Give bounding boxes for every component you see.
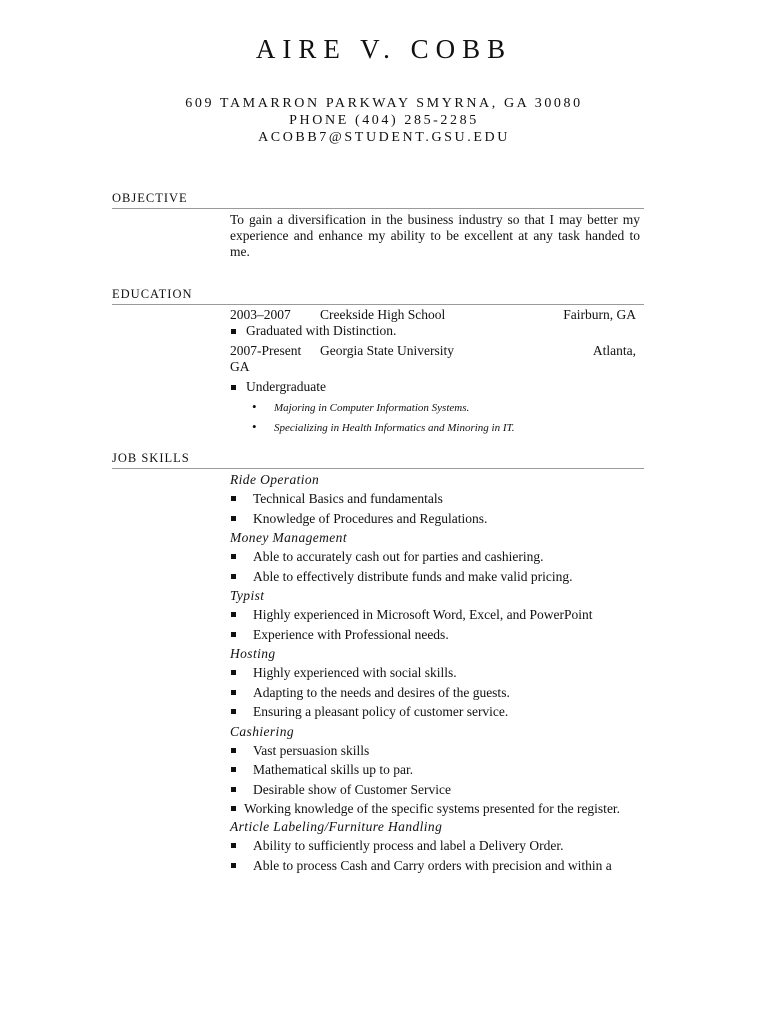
email: ACOBB7@STUDENT.GSU.EDU (258, 130, 510, 145)
list-item: Able to effectively distribute funds and make valid pricing. (230, 567, 640, 587)
list-item: • Specializing in Health Informatics and Minoring in IT. (230, 418, 640, 438)
skill-group-title: Article Labeling/Furniture Handling (230, 819, 443, 834)
education-location: Atlanta, (592, 343, 636, 358)
list-item: Ability to sufficiently process and label a Delivery Order. (230, 836, 640, 856)
skill-group-title: Typist (230, 588, 265, 603)
address: 609 TAMARRON PARKWAY SMYRNA, GA 30080 (185, 96, 583, 111)
list-item: Vast persuasion skills (230, 741, 640, 761)
skill-group-title: Money Management (230, 530, 347, 545)
list-item: Experience with Professional needs. (230, 625, 640, 645)
list-item: Knowledge of Procedures and Regulations. (230, 509, 640, 529)
job-skills-heading: JOB SKILLS (112, 451, 644, 469)
list-item: Graduated with Distinction. (230, 323, 640, 339)
skill-group-title: Ride Operation (230, 472, 320, 487)
phone: PHONE (404) 285-2285 (289, 113, 479, 128)
list-item: Able to process Cash and Carry orders with precision and within a (230, 856, 640, 876)
skill-group-title: Hosting (230, 646, 276, 661)
objective-heading: OBJECTIVE (112, 191, 644, 209)
list-item: Technical Basics and fundamentals (230, 489, 640, 509)
list-item: Mathematical skills up to par. (230, 760, 640, 780)
contact-block (0, 95, 768, 146)
list-item (230, 799, 640, 817)
education-years: 2007-Present (230, 343, 302, 358)
list-item: Ensuring a pleasant policy of customer service. (230, 702, 640, 722)
list-item: Desirable show of Customer Service (230, 780, 640, 800)
list-item: • Majoring in Computer Information Systems. (230, 398, 640, 418)
resume-name: AIRE V. COBB (255, 34, 513, 64)
education-school: Georgia State University (320, 343, 454, 358)
list-item: Highly experienced with social skills. (230, 663, 640, 683)
list-item: Able to accurately cash out for parties and cashiering. (230, 547, 640, 567)
education-heading: EDUCATION (112, 287, 644, 305)
education-years: 2003–2007 (230, 307, 291, 322)
list-item-text: Working knowledge of the specific systems presented for the register. (244, 801, 621, 816)
list-item: Adapting to the needs and desires of the guests. (230, 683, 640, 703)
education-entry (230, 343, 640, 359)
education-school: Creekside High School (320, 307, 446, 322)
education-section (230, 307, 640, 438)
education-location-cont: GA (230, 359, 250, 374)
education-entry (230, 307, 640, 323)
skill-group-title: Cashiering (230, 723, 295, 739)
job-skills-section (230, 470, 640, 875)
education-location: Fairburn, GA (563, 307, 636, 322)
list-item: Undergraduate (230, 379, 640, 395)
bullet-icon (231, 806, 236, 811)
list-item: Highly experienced in Microsoft Word, Excel, and PowerPoint (230, 605, 640, 625)
objective-text: To gain a diversification in the business industry so that I may better my experience and enhance my ability to be excellent at any task handed to me. (230, 212, 640, 259)
